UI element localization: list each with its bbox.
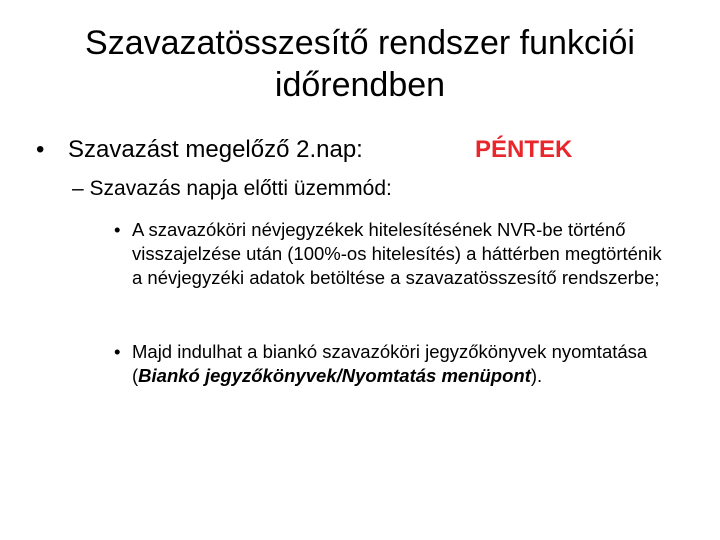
slide-title [40,22,680,106]
bullet-dot-icon: • [36,136,45,163]
text-after: ). [530,365,543,386]
day-highlight: PÉNTEK [475,136,573,163]
text-before: Majd indulhat a biankó szavazóköri jegyzőkönyvek nyomtatása ( [132,341,648,386]
dash-bullet-icon: – [72,177,84,200]
bullet-level2-mode [72,175,692,203]
slide-title-line1: Szavazatösszesítő rendszer funkciói [85,24,635,62]
bullet-dot-icon: • [114,219,121,240]
bullet-level3-registry [114,218,674,290]
bullet-level2-text: Szavazás napja előtti üzemmód: [89,177,392,200]
slide-title-line2: időrendben [274,66,446,104]
bullet-level3-printing [114,340,674,388]
menu-path-emphasis: Biankó jegyzőkönyvek/Nyomtatás menüpont [138,365,531,386]
bullet-level1-text: Szavazást megelőző 2.nap: [68,136,363,163]
bullet-level1-friday [36,134,696,166]
bullet-dot-icon: • [114,341,121,362]
bullet-level3-text [132,340,674,388]
bullet-level3-text: A szavazóköri névjegyzékek hitelesítésének NVR-be történő visszajelzése után (100%-os hitelesítés) a háttérben megtörténik a névjegyzéki adatok betöltése a szavazatösszesítő rendszerbe; [132,219,662,288]
